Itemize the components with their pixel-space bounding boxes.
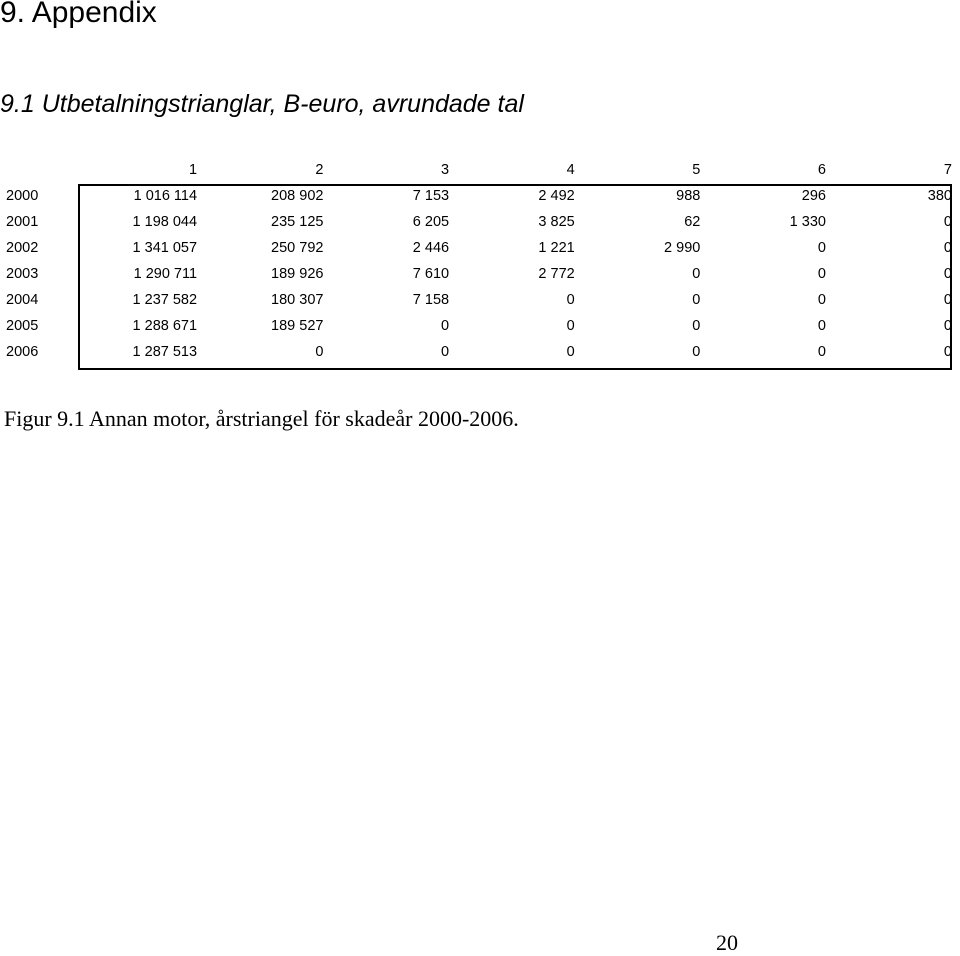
table-cell: 62 (684, 214, 701, 230)
table-cell: 2 446 (412, 240, 450, 256)
table-cell: 0 (943, 318, 952, 334)
table-cell: 189 527 (271, 318, 324, 334)
table-cell: 7 153 (412, 188, 450, 204)
table-header-row (0, 157, 960, 183)
table-cell: 1 290 711 (133, 266, 198, 282)
table-cell: 0 (817, 318, 826, 334)
table-cell: 1 288 671 (132, 318, 198, 334)
table-cell: 0 (566, 318, 575, 334)
column-header: 1 (188, 162, 198, 178)
table-cell: 0 (692, 292, 701, 308)
payment-triangle-table (0, 157, 960, 365)
table-cell: 189 926 (271, 266, 324, 282)
table-cell: 1 237 582 (132, 292, 198, 308)
table-cell: 1 341 057 (132, 240, 198, 256)
table-cell: 6 205 (412, 214, 450, 230)
table-row (0, 261, 960, 287)
row-year: 2003 (6, 266, 39, 282)
table-row (0, 235, 960, 261)
column-header: 3 (441, 162, 450, 178)
table-cell: 7 610 (412, 266, 450, 282)
table-cell: 250 792 (271, 240, 324, 256)
table-cell: 988 (676, 188, 701, 204)
section-heading: 9.1 Utbetalningstrianglar, B-euro, avrundade tal (0, 90, 524, 118)
table-cell: 0 (817, 240, 826, 256)
table-cell: 1 016 114 (133, 188, 198, 204)
table-cell: 0 (566, 344, 575, 360)
table-cell: 0 (692, 318, 701, 334)
table-row (0, 183, 960, 209)
row-year: 2000 (6, 188, 39, 204)
column-header: 4 (566, 162, 575, 178)
table-body (0, 183, 960, 365)
page-heading: 9. Appendix (0, 0, 157, 29)
table-cell: 0 (943, 240, 952, 256)
table-cell: 0 (566, 292, 575, 308)
table-row (0, 313, 960, 339)
table-cell: 0 (315, 344, 324, 360)
table-cell: 0 (692, 344, 701, 360)
table-cell: 0 (441, 344, 450, 360)
column-header: 6 (817, 162, 826, 178)
figure-caption: Figur 9.1 Annan motor, årstriangel för skadeår 2000-2006. (4, 406, 519, 431)
page-number: 20 (716, 930, 738, 955)
year-column-header (0, 157, 76, 183)
row-year: 2004 (6, 292, 39, 308)
table-row (0, 339, 960, 365)
table-cell: 0 (692, 266, 701, 282)
row-year: 2006 (6, 344, 39, 360)
table-cell: 2 492 (538, 188, 575, 204)
table-cell: 3 825 (538, 214, 575, 230)
table-cell: 180 307 (271, 292, 324, 308)
table-cell: 7 158 (412, 292, 450, 308)
table-cell: 1 221 (538, 240, 575, 256)
table-cell: 0 (817, 292, 826, 308)
table-cell: 0 (817, 344, 826, 360)
table-cell: 2 772 (538, 266, 575, 282)
table-cell: 2 990 (664, 240, 701, 256)
table-row (0, 209, 960, 235)
row-year: 2005 (6, 318, 39, 334)
table-cell: 0 (441, 318, 450, 334)
table-cell: 296 (801, 188, 826, 204)
column-header: 2 (315, 162, 324, 178)
table-cell: 0 (817, 266, 826, 282)
table-cell: 208 902 (271, 188, 324, 204)
table-cell: 235 125 (271, 214, 324, 230)
row-year: 2001 (6, 214, 39, 230)
table-cell: 0 (943, 344, 952, 360)
column-header: 7 (943, 162, 952, 178)
table-cell: 1 287 513 (132, 344, 198, 360)
table-cell: 0 (943, 266, 952, 282)
table-row (0, 287, 960, 313)
table-cell: 1 330 (789, 214, 826, 230)
table-cell: 0 (943, 292, 952, 308)
table-cell: 1 198 044 (132, 214, 198, 230)
row-year: 2002 (6, 240, 39, 256)
table-cell: 380 (927, 188, 952, 204)
column-header: 5 (692, 162, 701, 178)
table-cell: 0 (943, 214, 952, 230)
